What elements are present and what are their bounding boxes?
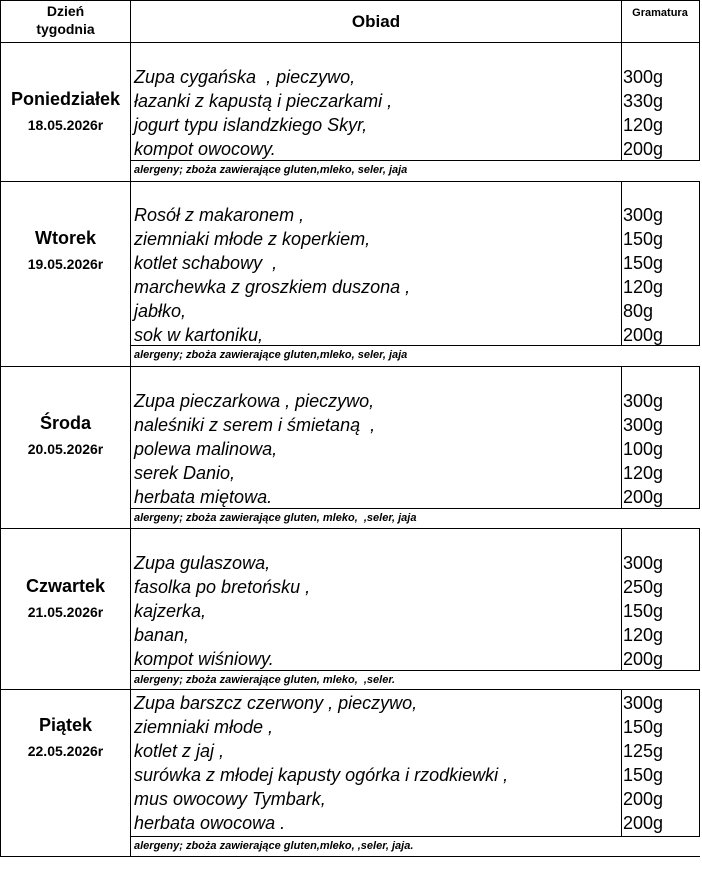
dish-weight: 200g	[623, 789, 664, 809]
day-date: 19.05.2026r	[27, 256, 104, 272]
header-day-column: Dzień tygodnia	[36, 3, 95, 37]
dish-name: kotlet z jaj ,	[134, 741, 225, 761]
weight-header-divider	[621, 0, 622, 42]
day-name: Czwartek	[25, 576, 106, 596]
weight-column-divider	[621, 42, 622, 160]
dish-weight: 300g	[623, 415, 664, 435]
dish-weight: 300g	[623, 693, 664, 713]
dish-name: ziemniaki młode ,	[134, 717, 274, 737]
dish-weight: 300g	[623, 205, 664, 225]
header-bottom-border	[0, 42, 700, 43]
table-right-border	[699, 42, 700, 160]
allergens-separator	[130, 836, 700, 837]
dish-weight: 300g	[623, 67, 664, 87]
dish-weight: 150g	[623, 253, 664, 273]
allergens-separator	[130, 670, 700, 671]
table-right-border	[699, 528, 700, 670]
allergens-separator	[130, 508, 700, 509]
day-cell	[1, 88, 130, 134]
dish-weight: 200g	[623, 139, 664, 159]
dish-name: marchewka z groszkiem duszona ,	[134, 277, 411, 297]
day-name: Wtorek	[34, 228, 96, 248]
dish-weight: 120g	[623, 115, 664, 135]
header-weight-column: Gramatura	[632, 7, 688, 19]
dish-weight: 300g	[623, 391, 664, 411]
dish-name: kompot wiśniowy.	[134, 649, 274, 669]
dish-weight: 200g	[623, 649, 664, 669]
day-row-border	[0, 856, 700, 857]
day-cell	[1, 575, 130, 621]
day-row-border	[0, 181, 700, 182]
weight-column-divider	[621, 689, 622, 836]
dish-name: banan,	[134, 625, 190, 645]
dish-weight: 150g	[623, 601, 664, 621]
dish-name: łazanki z kapustą i pieczarkami ,	[134, 91, 393, 111]
dish-name: herbata owocowa .	[134, 813, 286, 833]
dish-name: herbata miętowa.	[134, 487, 273, 507]
dish-name: naleśniki z serem i śmietaną ,	[134, 415, 376, 435]
day-column-divider	[130, 0, 131, 857]
dish-weight: 120g	[623, 277, 664, 297]
dish-name: Zupa cygańska , pieczywo,	[134, 67, 356, 87]
allergens-note: alergeny; zboża zawierające gluten, mleko, ,seler.	[134, 674, 396, 686]
dish-name: kotlet schabowy ,	[134, 253, 278, 273]
dish-name: sok w kartoniku,	[134, 325, 264, 345]
allergens-separator	[130, 160, 700, 161]
dish-weight: 200g	[623, 813, 664, 833]
dish-weight: 100g	[623, 439, 664, 459]
dish-name: kajzerka,	[134, 601, 207, 621]
day-name: Piątek	[38, 715, 93, 735]
dish-weight: 150g	[623, 717, 664, 737]
day-name: Środa	[39, 413, 91, 433]
day-date: 21.05.2026r	[27, 604, 104, 620]
dish-name: surówka z młodej kapusty ogórka i rzodkiewki ,	[134, 765, 509, 785]
dish-name: Zupa gulaszowa,	[134, 553, 271, 573]
dish-name: Rosół z makaronem ,	[134, 205, 305, 225]
allergens-note: alergeny; zboża zawierające gluten,mleko, seler, jaja	[134, 349, 408, 361]
dish-name: serek Danio,	[134, 463, 236, 483]
day-row-border	[0, 689, 700, 690]
dish-name: Zupa pieczarkowa , pieczywo,	[134, 391, 375, 411]
weight-column-divider	[621, 528, 622, 670]
weight-column-divider	[621, 366, 622, 508]
day-row-border	[0, 366, 700, 367]
dish-weight: 300g	[623, 553, 664, 573]
day-row-border	[0, 528, 700, 529]
day-date: 18.05.2026r	[27, 117, 104, 133]
allergens-note: alergeny; zboża zawierające gluten,mleko, ,seler, jaja.	[134, 840, 414, 852]
day-date: 20.05.2026r	[27, 441, 104, 457]
table-right-border	[699, 0, 700, 42]
allergens-separator	[130, 345, 700, 346]
dish-weight: 150g	[623, 229, 664, 249]
dish-weight: 250g	[623, 577, 664, 597]
dish-name: mus owocowy Tymbark,	[134, 789, 326, 809]
table-right-border	[699, 689, 700, 836]
dish-weight: 330g	[623, 91, 664, 111]
dish-weight: 80g	[623, 301, 654, 321]
dish-weight: 200g	[623, 487, 664, 507]
dish-name: jogurt typu islandzkiego Skyr,	[134, 115, 368, 135]
day-cell	[1, 412, 130, 458]
table-right-border	[699, 366, 700, 508]
dish-name: Zupa barszcz czerwony , pieczywo,	[134, 693, 418, 713]
day-name: Poniedziałek	[10, 89, 121, 109]
day-cell	[1, 714, 130, 760]
table-top-border	[0, 0, 700, 1]
allergens-note: alergeny; zboża zawierające gluten,mleko, seler, jaja	[134, 164, 408, 176]
dish-name: polewa malinowa,	[134, 439, 278, 459]
day-cell	[1, 227, 130, 273]
weight-column-divider	[621, 181, 622, 345]
dish-name: kompot owocowy.	[134, 139, 276, 159]
dish-weight: 200g	[623, 325, 664, 345]
dish-name: fasolka po bretońsku ,	[134, 577, 311, 597]
dish-weight: 150g	[623, 765, 664, 785]
dish-weight: 125g	[623, 741, 664, 761]
dish-name: jabłko,	[134, 301, 187, 321]
table-right-border	[699, 181, 700, 345]
allergens-note: alergeny; zboża zawierające gluten, mleko, ,seler, jaja	[134, 512, 417, 524]
dish-name: ziemniaki młode z koperkiem,	[134, 229, 371, 249]
day-date: 22.05.2026r	[27, 743, 104, 759]
dish-weight: 120g	[623, 463, 664, 483]
header-meal-column: Obiad	[351, 12, 401, 31]
dish-weight: 120g	[623, 625, 664, 645]
